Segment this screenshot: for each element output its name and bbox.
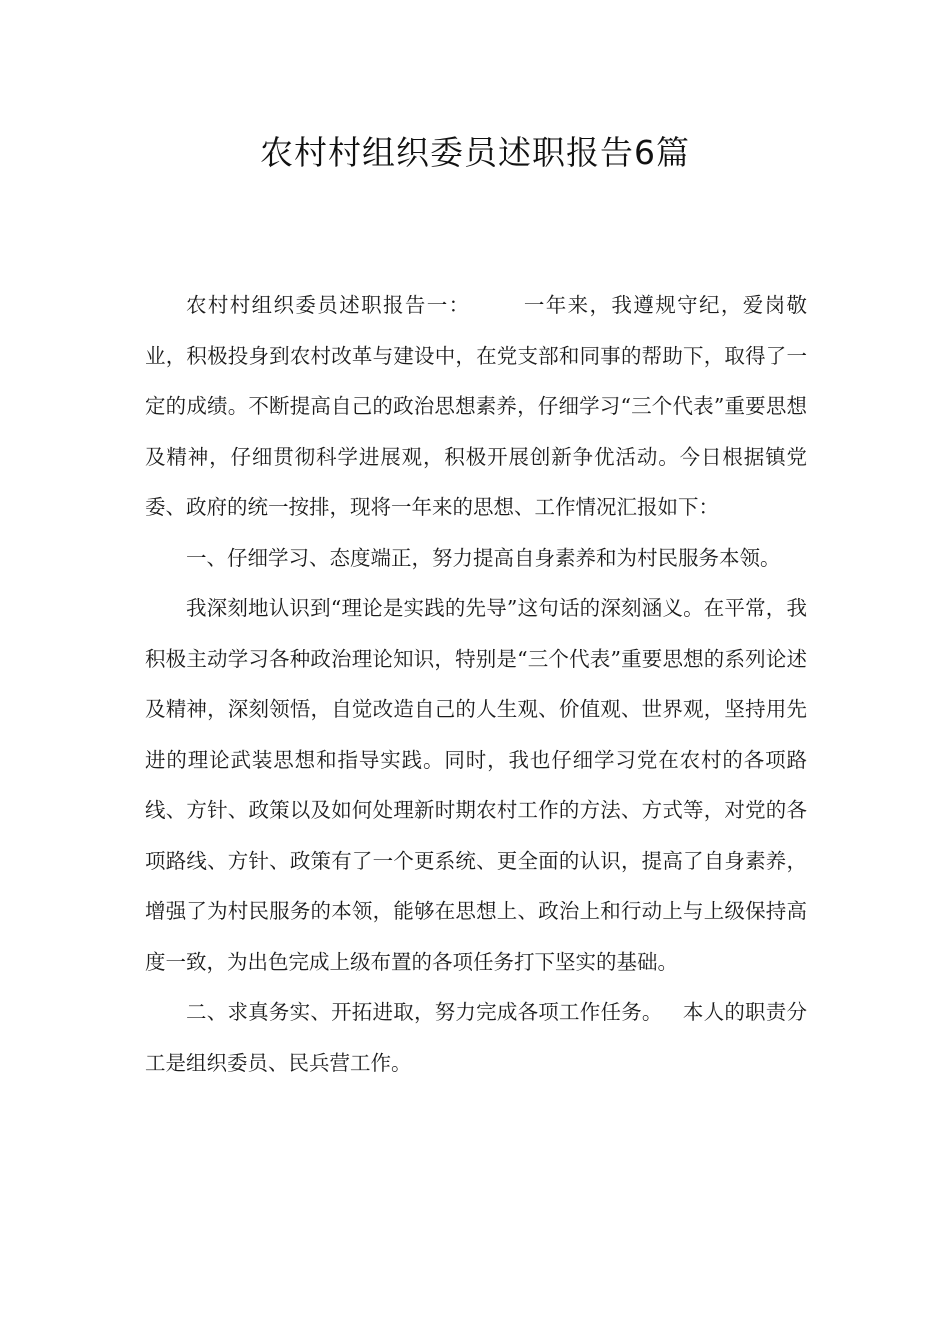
paragraph-text: 一年来，我遵规守纪，爱岗敬业，积极投身到农村改革与建设中，在党支部和同事的帮助下，取得了一定的成绩。不断提高自己的政治思想素养，仔细学习“三个代表”重要思想及精神，仔细贯彻科学进展观，积极开展创新争优活动。今日根据镇党委、政府的统一按排，现将一年来的思想、工作情况汇报如下： (145, 293, 807, 519)
paragraph-1 (145, 280, 807, 533)
document-body (145, 280, 807, 1088)
report-heading: 农村村组织委员述职报告一： (186, 293, 471, 317)
paragraph-2: 一、仔细学习、态度端正，努力提高自身素养和为村民服务本领。 (186, 545, 781, 570)
document-title: 农村村组织委员述职报告6篇 (260, 133, 690, 172)
section-heading: 二、求真务实、开拓进取，努力完成各项工作任务。 (186, 1000, 663, 1024)
paragraph-3: 我深刻地认识到“理论是实践的先导”这句话的深刻涵义。在平常，我积极主动学习各种政治理论知识，特别是“三个代表”重要思想的系列论述及精神，深刻领悟，自觉改造自己的人生观、价值观、世界观，坚持用先进的理论武装思想和指导实践。同时，我也仔细学习党在农村的各项路线、方针、政策以及如何处理新时期农村工作的方法、方式等，对党的各项路线、方针、政策有了一个更系统、更全面的认识，提高了自身素养，增强了为村民服务的本领，能够在思想上、政治上和行动上与上级保持高度一致，为出色完成上级布置的各项任务打下坚实的基础。 (145, 596, 807, 974)
paragraph-text: 本人的职责分工是组织委员、民兵营工作。 (145, 1000, 808, 1075)
paragraph-4 (145, 987, 807, 1088)
